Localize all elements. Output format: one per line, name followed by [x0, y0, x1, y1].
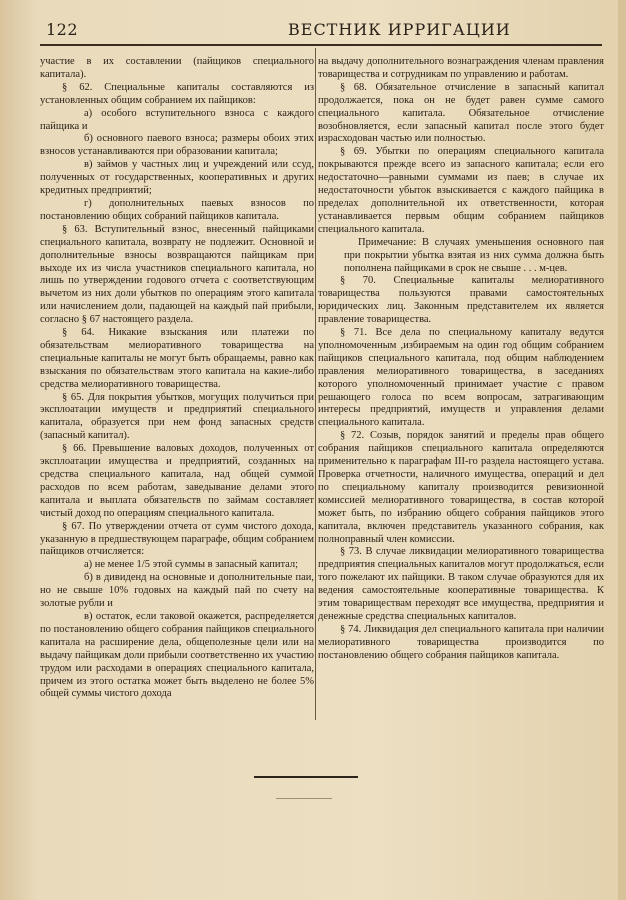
- right-column: [318, 56, 604, 663]
- paragraph-s62: § 62. Специальные капиталы составляются из установленных общим собранием их пайщиков:: [40, 81, 314, 106]
- faint-rule: [276, 798, 332, 799]
- header-rule: [40, 44, 602, 46]
- paragraph-s72: § 72. Созыв, порядок занятий и пределы прав общего собрания пайщиков специального капитала определяются применительно к параграфам III-го раздела настоящего устава. Проверка отчетности, наличного имущества, операций и дел по специальному капиталу производится ревизионной комиссией мелиоративного товарищества, в состав которой может быть, по избранию общего собрания пайщиков этого капитала, включен представитель указанного собрания, как полноправный член комиссии.: [318, 430, 604, 545]
- paragraph-s64: § 64. Никакие взыскания или платежи по обязательствам мелиоративного товарищества на специальные капиталы не могут быть обращаемы, равно как взыскания по обязательствам этого капитала на какие-либо средства мелиоративного товарищества.: [40, 327, 314, 390]
- column-divider: [315, 48, 316, 720]
- journal-title: ВЕСТНИК ИРРИГАЦИИ: [288, 20, 511, 39]
- paragraph: в) остаток, если таковой окажется, распределяется по постановлению общего собрания пайщиков специального капитала на расширение дела, общеполезные цели или на выдачу пайщикам доли прибыли соответственно их участию трудом или расходами в операциях специального капитала, причем из этого остатка может быть выделено не более 5% общей суммы чистого дохода: [40, 610, 314, 700]
- paragraph: б) основного паевого взноса; размеры обоих этих взносов устанавливаются при образовании капитала;: [40, 133, 314, 158]
- paragraph: а) особого вступительного взноса с каждого пайщика и: [40, 107, 314, 132]
- paragraph: г) дополнительных паевых взносов по постановлению общих собраний пайщиков капитала.: [40, 197, 314, 222]
- end-rule: [254, 776, 358, 778]
- paragraph-s65: § 65. Для покрытия убытков, могущих получиться при эксплоатации имуществ и предприятий специального капитала, образуется при нем фонд запасных средств (запасный капитал).: [40, 391, 314, 442]
- paragraph: а) не менее 1/5 этой суммы в запасный капитал;: [84, 559, 299, 571]
- paragraph: участие в их составлении (пайщиков специального капитала).: [40, 56, 314, 80]
- page-header: [40, 18, 600, 44]
- paragraph-s66: § 66. Превышение валовых доходов, полученных от эксплоатации имущества и предприятий, созданных на средства специального капитала, над общей суммой расходов по всем работам, заведывание делами этого капитала и выплата обязательств по займам составляет чистый доход по операциям специального капитала.: [40, 443, 314, 519]
- paragraph-s74: § 74. Ликвидация дел специального капитала при наличии мелиоративного товарищества производится по постановлению общего собрания пайщиков капитала.: [318, 623, 604, 661]
- note-paragraph: Примечание: В случаях уменьшения основного пая при покрытии убытка взятая из них сумма должна быть пополнена пайщиками в срок не свыше . . . м-цев.: [344, 236, 604, 274]
- page-edge: [618, 0, 626, 900]
- paragraph: в) займов у частных лиц и учреждений или ссуд, полученных от государственных, кооперативных и других кредитных предприятий;: [40, 159, 314, 197]
- paragraph-s63: § 63. Вступительный взнос, внесенный пайщиками специального капитала, возврату не подлежит. Основной и дополнительные взносы возвращаются пайщикам при выходе их из числа участников специального капитала, но лишь по утверждении годового отчета с соответствующим вычетом из них доли убытков по операциям этого капитала или начислением доли, падающей на каждый пай прибыли, согласно § 67 настоящего раздела.: [40, 223, 314, 326]
- paragraph-s71: § 71. Все дела по специальному капиталу ведутся уполномоченным ,избираемым на один год общим собранием пайщиков специального капитала, под общим наблюдением правления мелиоративного товарищества, в заседаниях которого уполномоченный принимает участие с правом решающего голоса по всем вопросам, затрагивающим интересы предприятий, имуществ и управления делами специального капитала.: [318, 327, 604, 429]
- paragraph: на выдачу дополнительного вознаграждения членам правления товарищества и сотрудникам по управлению и работам.: [318, 56, 604, 80]
- paragraph-s73: § 73. В случае ликвидации мелиоративного товарищества предприятия специальных капиталов могут продолжаться, если того пожелают их пайщики. В таком случае образуются для их ведения самостоятельные кооперативные товарищества. К этим товариществам переходят все имущества, предприятия и денежные средства специальных капиталов.: [318, 546, 604, 622]
- paragraph-s70: § 70. Специальные капиталы мелиоративного товарищества пользуются правами самостоятельных юридических лиц. Законным представителем их является правление товарищества.: [318, 275, 604, 326]
- paragraph-s67: § 67. По утверждении отчета от сумм чистого дохода, указанную в предшествующем параграфе, общим собранием пайщиков отчисляется:: [40, 520, 314, 558]
- left-column: [40, 56, 314, 701]
- paragraph: б) в дивиденд на основные и дополнительные паи, но не свыше 10% годовых на каждый пай по счету на золотые рубли и: [40, 572, 314, 610]
- paragraph-s68: § 68. Обязательное отчисление в запасный капитал продолжается, пока он не будет равен сумме самого специального капитала. Обязательное отчисление возобновляется, если запасный капитал после этого будет израсходован частью или полностью.: [318, 81, 604, 145]
- page-number: 122: [46, 20, 79, 39]
- paragraph-s69: § 69. Убытки по операциям специального капитала покрываются прежде всего из запасного капитала; если его недостаточно—равными суммами из паев; в случае их недостаточности убыток взыскивается с каждого пайщика в пределах дополнительной их ответственности, которая устанавливается первым общим собранием пайщиков специального капитала.: [318, 146, 604, 235]
